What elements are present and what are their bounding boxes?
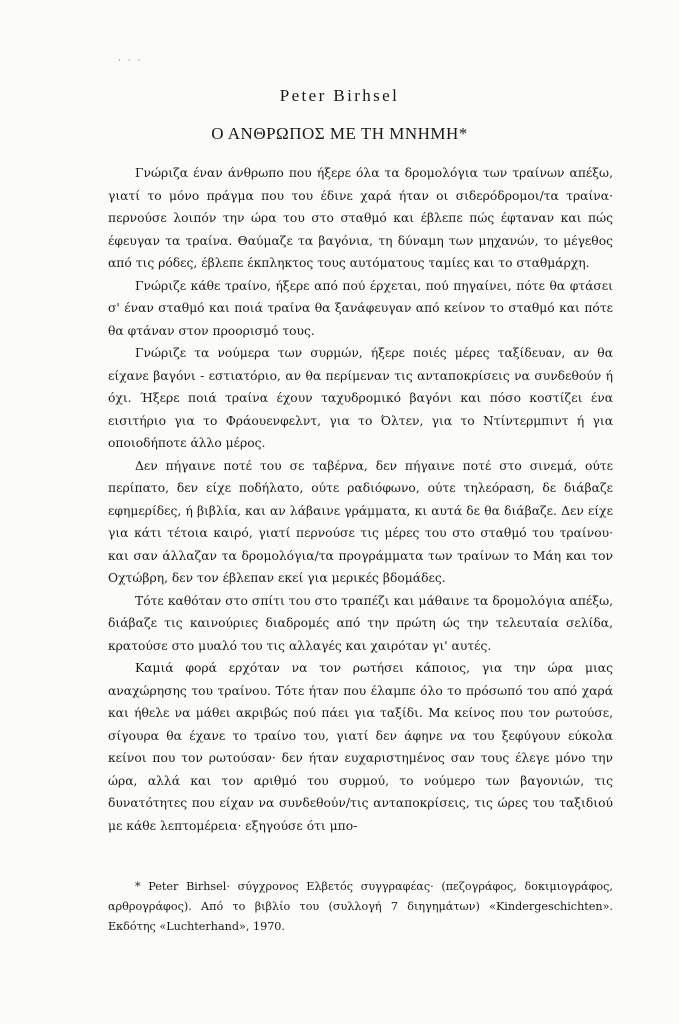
author-name: Peter Birhsel [279, 86, 400, 105]
paragraph-6: Καμιά φορά ερχόταν να τον ρωτήσει κάποιος, για την ώρα μιας αναχώρησης του τραίνου. Τότε ήταν που έλαμπε όλο το πρόσωπό του από χαρά και ήθελε να μάθει ακριβώς πού πάει για ταξίδι. Μα κείνος που τον ρωτούσε, σίγουρα θα έχανε το τραίνο του, γιατί δεν άφηνε να του ξεφύγουν εύκολα κείνοι που τον ρωτούσαν· δεν ήταν ευχαριστημένος σαν τους έλεγε μόνο την ώρα, αλλά και τον αριθμό του συρμού, το νούμερο των βαγονιών, τις δυνατότητες που είχαν να συνδεθούν/τις ανταποκρίσεις, τις ώρες του ταξιδιού με κάθε λεπτομέρεια· εξηγούσε ότι μπο- [108, 661, 613, 833]
paragraph-2: Γνώριζε κάθε τραίνο, ήξερε από πού έρχεται, πού πηγαίνει, πότε θα φτάσει σ' έναν σταθμό και ποιά τραίνα θα ξανάφευγαν από κείνον το σταθμό και πότε θα φτάναν στον προορισμό τους. [108, 278, 613, 338]
paragraph-1: Γνώριζα έναν άνθρωπο που ήξερε όλα τα δρομολόγια των τραίνων απέξω, γιατί το μόνο πράγμα που του έδινε χαρά ήταν οι σιδερόδρομοι/τα τραίνα· περνούσε λοιπόν την ώρα του στο σταθμό και έβλεπε πώς έφταναν και πώς έφευγαν τα τραίνα. Θαύμαζε τα βαγόνια, τη δύναμη των μηχανών, το μέγεθος από τις ρόδες, έβλεπε έκπληκτος τους αυτόματους ταμίες και το σταθμάρχη. [108, 166, 613, 270]
footnote-text: * Peter Birhsel· σύγχρονος Ελβετός συγγραφέας· (πεζογράφος, δοκιμιογράφος, αρθρογράφος). Από το βιβλίο του (συλλογή 7 διηγημάτων) «Kindergeschichten». Εκδότης «Luchterhand», 1970. [108, 880, 613, 933]
paragraph-5: Τότε καθόταν στο σπίτι του στο τραπέζι και μάθαινε τα δρομολόγια απέξω, διάβαζε τις καινούριες διαδρομές από την πρώτη ώς την τελευταία σελίδα, κρατούσε στο μυαλό του τις αλλαγές και χαιρόταν γι' αυτές. [108, 593, 613, 653]
scan-marks: · · · [118, 56, 143, 66]
story-body [108, 162, 613, 837]
paragraph-3: Γνώριζε τα νούμερα των συρμών, ήξερε ποιές μέρες ταξίδευαν, αν θα είχανε βαγόνι - εστιατόριο, αν θα περίμεναν τις ανταποκρίσεις να συνδεθούν ή όχι. Ήξερε ποιά τραίνα έχουν ταχυδρομικό βαγόνι και πόσο κοστίζει ένα εισιτήριο για το Φράουενφελντ, για το Όλτεν, για το Ντίντερμπιντ ή για οποιοδήποτε άλλο μέρος. [108, 346, 613, 450]
story-title: Ο ΑΝΘΡΩΠΟΣ ΜΕ ΤΗ ΜΝΗΜΗ* [211, 124, 468, 143]
footnote [108, 877, 613, 937]
paragraph-4: Δεν πήγαινε ποτέ του σε ταβέρνα, δεν πήγαινε ποτέ στο σινεμά, ούτε περίπατο, δεν είχε ποδήλατο, ούτε ραδιόφωνο, ούτε τηλεόραση, δε διάβαζε εφημερίδες, ή βιβλία, και αν λάβαινε γράμματα, κι αυτά δε θα διάβαζε. Δεν είχε για κάτι τέτοια καιρό, γιατί περνούσε τις μέρες του στο σταθμό του τραίνου· και σαν άλλαζαν τα δρομολόγια/τα προγράμματα των τραίνων το Μάη και τον Οχτώβρη, δεν τον έβλεπαν εκεί για μερικές βδομάδες. [108, 458, 613, 585]
